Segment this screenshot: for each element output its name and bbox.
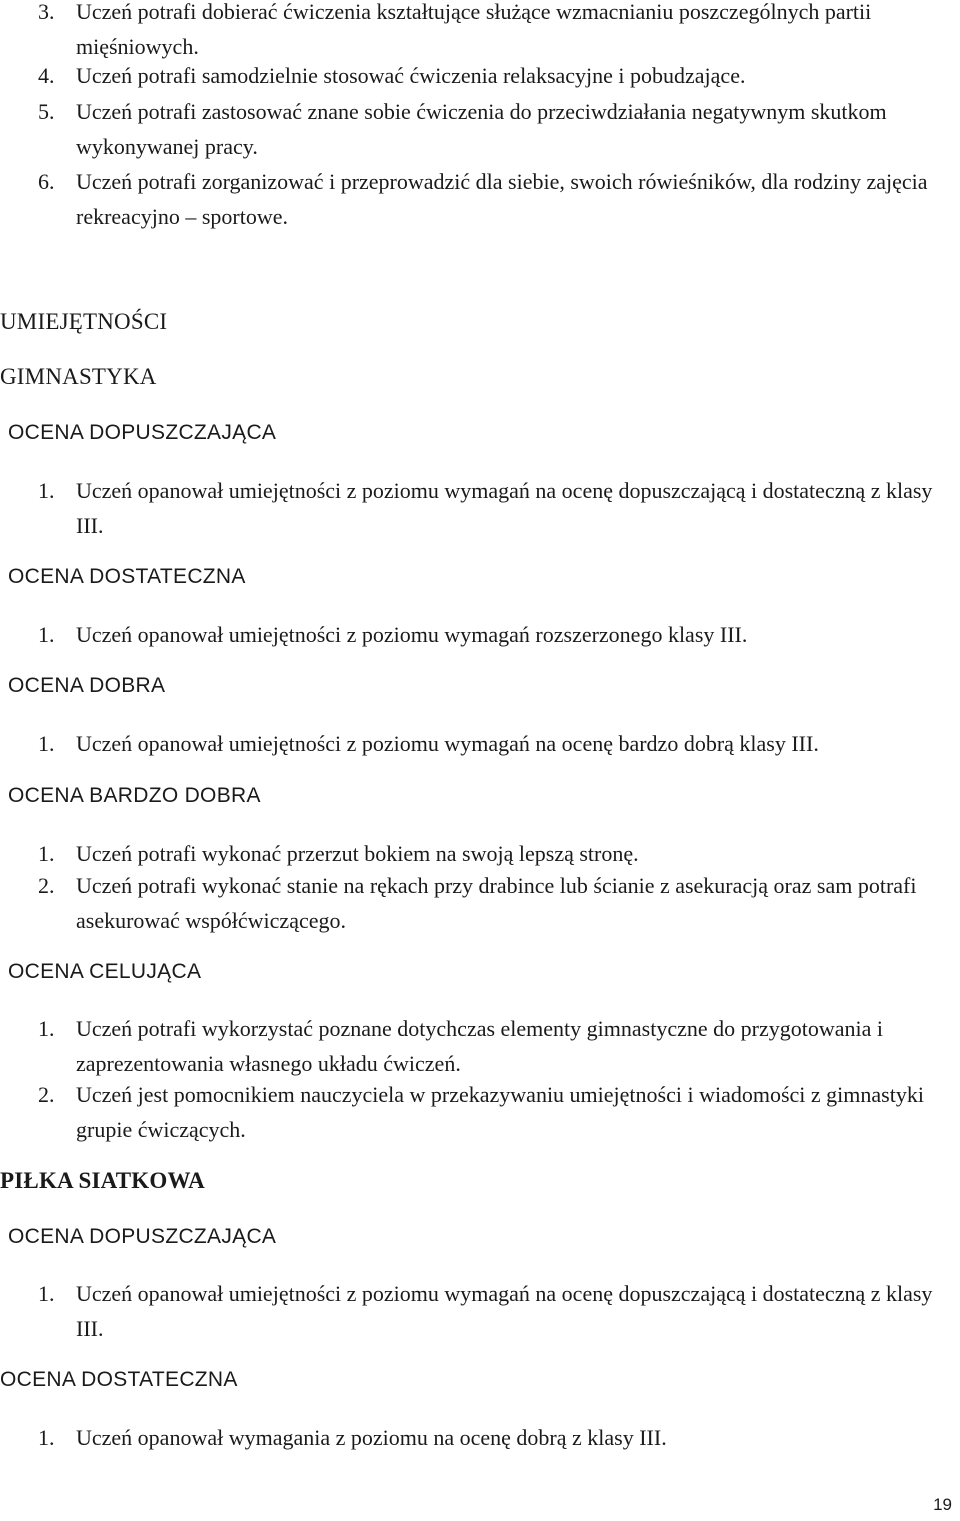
subsection-title-gimnastyka: GIMNASTYKA xyxy=(0,364,157,389)
list-number: 1. xyxy=(38,731,55,756)
list-number: 1. xyxy=(38,622,55,647)
list-text: Uczeń potrafi wykorzystać poznane dotychczas elementy gimnastyczne do przygotowania i zaprezentowania własnego układu ćwiczeń. xyxy=(76,1016,883,1076)
list-number: 1. xyxy=(38,1016,55,1041)
grade-heading-dopuszczajaca: OCENA DOPUSZCZAJĄCA xyxy=(8,421,277,444)
grade-heading-dostateczna: OCENA DOSTATECZNA xyxy=(0,1368,238,1391)
list-text: Uczeń potrafi wykonać przerzut bokiem na swoją lepszą stronę. xyxy=(76,841,639,866)
list-item xyxy=(38,1011,938,1081)
list-number: 4. xyxy=(38,63,55,88)
list-number: 5. xyxy=(38,99,55,124)
grade-heading-celujaca: OCENA CELUJĄCA xyxy=(8,960,202,983)
page-number: 19 xyxy=(933,1495,952,1514)
list-number: 2. xyxy=(38,1082,55,1107)
list-item xyxy=(38,0,938,64)
list-item xyxy=(38,868,938,938)
list-item xyxy=(38,1420,938,1455)
list-text: Uczeń potrafi zastosować znane sobie ćwiczenia do przeciwdziałania negatywnym skutkom wykonywanej pracy. xyxy=(76,99,887,159)
list-number: 6. xyxy=(38,169,55,194)
list-item xyxy=(38,164,938,234)
list-text: Uczeń opanował wymagania z poziomu na ocenę dobrą z klasy III. xyxy=(76,1425,667,1450)
list-item xyxy=(38,726,938,761)
list-number: 2. xyxy=(38,873,55,898)
list-number: 1. xyxy=(38,478,55,503)
list-item xyxy=(38,617,938,652)
list-text: Uczeń potrafi dobierać ćwiczenia kształtujące służące wzmacnianiu poszczególnych partii mięśniowych. xyxy=(76,0,872,59)
subsection-title-pilka-siatkowa: PIŁKA SIATKOWA xyxy=(0,1168,205,1193)
list-item xyxy=(38,1077,938,1147)
list-text: Uczeń potrafi wykonać stanie na rękach przy drabince lub ścianie z asekuracją oraz sam potrafi asekurować współćwiczącego. xyxy=(76,873,917,933)
list-item xyxy=(38,58,938,93)
list-text: Uczeń opanował umiejętności z poziomu wymagań na ocenę bardzo dobrą klasy III. xyxy=(76,731,819,756)
list-text: Uczeń opanował umiejętności z poziomu wymagań na ocenę dopuszczającą i dostateczną z klasy III. xyxy=(76,1281,933,1341)
grade-heading-dobra: OCENA DOBRA xyxy=(8,674,166,697)
list-text: Uczeń jest pomocnikiem nauczyciela w przekazywaniu umiejętności i wiadomości z gimnastyki grupie ćwiczących. xyxy=(76,1082,924,1142)
list-item xyxy=(38,94,938,164)
list-text: Uczeń opanował umiejętności z poziomu wymagań na ocenę dopuszczającą i dostateczną z klasy III. xyxy=(76,478,933,538)
list-text: Uczeń potrafi zorganizować i przeprowadzić dla siebie, swoich rówieśników, dla rodziny zajęcia rekreacyjno – sportowe. xyxy=(76,169,928,229)
list-text: Uczeń potrafi samodzielnie stosować ćwiczenia relaksacyjne i pobudzające. xyxy=(76,63,746,88)
section-title: UMIEJĘTNOŚCI xyxy=(0,309,168,334)
grade-heading-bardzo-dobra: OCENA BARDZO DOBRA xyxy=(8,784,261,807)
list-text: Uczeń opanował umiejętności z poziomu wymagań rozszerzonego klasy III. xyxy=(76,622,748,647)
list-item xyxy=(38,836,938,871)
grade-heading-dostateczna: OCENA DOSTATECZNA xyxy=(8,565,246,588)
list-number: 1. xyxy=(38,1425,55,1450)
list-item xyxy=(38,473,938,543)
list-item xyxy=(38,1276,938,1346)
grade-heading-dopuszczajaca: OCENA DOPUSZCZAJĄCA xyxy=(8,1225,277,1248)
list-number: 3. xyxy=(38,0,55,24)
list-number: 1. xyxy=(38,1281,55,1306)
list-number: 1. xyxy=(38,841,55,866)
